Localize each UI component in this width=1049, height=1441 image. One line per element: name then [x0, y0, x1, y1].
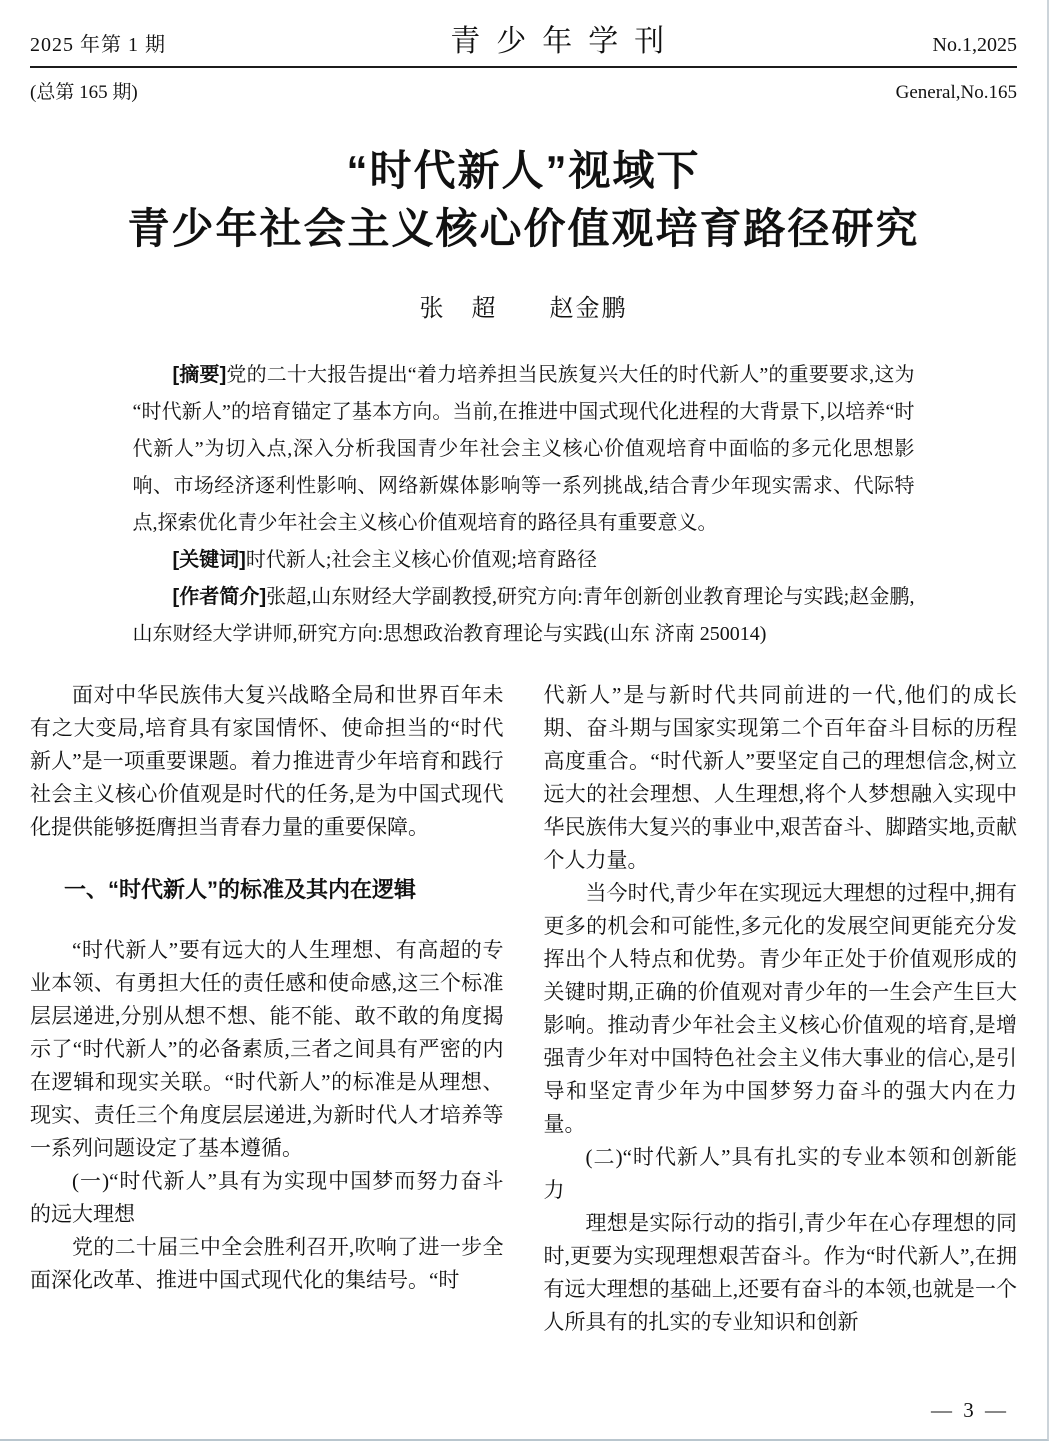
body-paragraph: 当今时代,青少年在实现远大理想的过程中,拥有更多的机会和可能性,多元化的发展空间更能充分发挥出个人特点和优势。青少年正处于价值观形成的关键时期,正确的价值观对青少年的一生会产生巨大影响。推动青少年社会主义核心价值观的培育,是增强青少年对中国特色社会主义伟大事业的信心,是引导和坚定青少年为中国梦努力奋斗的强大内在力量。	[543, 881, 1017, 1136]
article-title-line2: 青少年社会主义核心价值观培育路径研究	[127, 205, 920, 252]
keywords-text: 时代新人;社会主义核心价值观;培育路径	[245, 549, 597, 571]
body-paragraph-continuation: 代新人”是与新时代共同前进的一代,他们的成长期、奋斗期与国家实现第二个百年奋斗目标的历程高度重合。“时代新人”要坚定自己的理想信念,树立远大的社会理想、人生理想,将个人梦想融入实现中华民族伟大复兴的事业中,艰苦奋斗、脚踏实地,贡献个人力量。	[543, 683, 1017, 872]
abstract-label: [摘要]	[172, 364, 227, 386]
page-number: — 3 —	[931, 1398, 1009, 1422]
section-heading-1: 一、“时代新人”的标准及其内在逻辑	[64, 877, 417, 902]
article-title-line1: “时代新人”视域下	[346, 147, 701, 194]
left-column	[30, 679, 504, 1339]
author-bio-paragraph	[133, 579, 915, 653]
body-paragraph: “时代新人”要有远大的人生理想、有高超的专业本领、有勇担大任的责任感和使命感,这三个标准层层递进,分别从想不想、能不能、敢不敢的角度揭示了“时代新人”的必备素质,三者之间具有严密的内在逻辑和现实关联。“时代新人”的标准是从理想、现实、责任三个角度层层递进,为新时代人才培养等一系列问题设定了基本遵循。	[30, 938, 504, 1160]
article-title	[30, 142, 1017, 258]
page-header	[30, 0, 1017, 104]
article-body	[30, 679, 1017, 1339]
general-issue-en: General,No.165	[895, 82, 1017, 103]
body-paragraph: 面对中华民族伟大复兴战略全局和世界百年未有之大变局,培育具有家国情怀、使命担当的“时代新人”是一项重要课题。着力推进青少年培育和践行社会主义核心价值观是时代的任务,是为中国式现代化提供能够挺膺担当青春力量的重要保障。	[30, 683, 504, 839]
right-column	[544, 679, 1018, 1339]
issue-info-en: No.1,2025	[932, 34, 1017, 56]
journal-title: 青少年学刊	[450, 25, 681, 58]
abstract-paragraph	[133, 357, 915, 542]
author-bio-text: 张超,山东财经大学副教授,研究方向:青年创新创业教育理论与实践;赵金鹏,山东财经大学讲师,研究方向:思想政治教育理论与实践(山东 济南 250014)	[132, 586, 915, 645]
subsection-heading-2: (二)“时代新人”具有扎实的专业本领和创新能力	[543, 1145, 1017, 1202]
abstract-block	[133, 357, 915, 653]
keywords-paragraph	[133, 542, 915, 579]
header-bottom-row	[30, 77, 1017, 104]
issue-info-cn: 2025 年第 1 期	[30, 34, 166, 56]
body-paragraph: 党的二十届三中全会胜利召开,吹响了进一步全面深化改革、推进中国式现代化的集结号。“时	[30, 1235, 504, 1292]
article-authors: 张 超 赵金鹏	[419, 296, 628, 322]
header-divider	[30, 66, 1017, 68]
keywords-label: [关键词]	[172, 549, 246, 571]
author-bio-label: [作者简介]	[172, 586, 267, 608]
body-paragraph: 理想是实际行动的指引,青少年在心存理想的同时,更要为实现理想艰苦奋斗。作为“时代新人”,在拥有远大理想的基础上,还要有奋斗的本领,也就是一个人所具有的扎实的专业知识和创新	[543, 1211, 1017, 1334]
abstract-text: 党的二十大报告提出“着力培养担当民族复兴大任的时代新人”的重要要求,这为“时代新人”的培育锚定了基本方向。当前,在推进中国式现代化进程的大背景下,以培养“时代新人”为切入点,深入分析我国青少年社会主义核心价值观培育中面临的多元化思想影响、市场经济逐利性影响、网络新媒体影响等一系列挑战,结合青少年现实需求、代际特点,探索优化青少年社会主义核心价值观培育的路径具有重要意义。	[132, 364, 915, 534]
general-issue-cn: (总第 165 期)	[30, 82, 138, 103]
subsection-heading-1: (一)“时代新人”具有为实现中国梦而努力奋斗的远大理想	[30, 1169, 504, 1226]
header-top-row	[30, 0, 1017, 60]
